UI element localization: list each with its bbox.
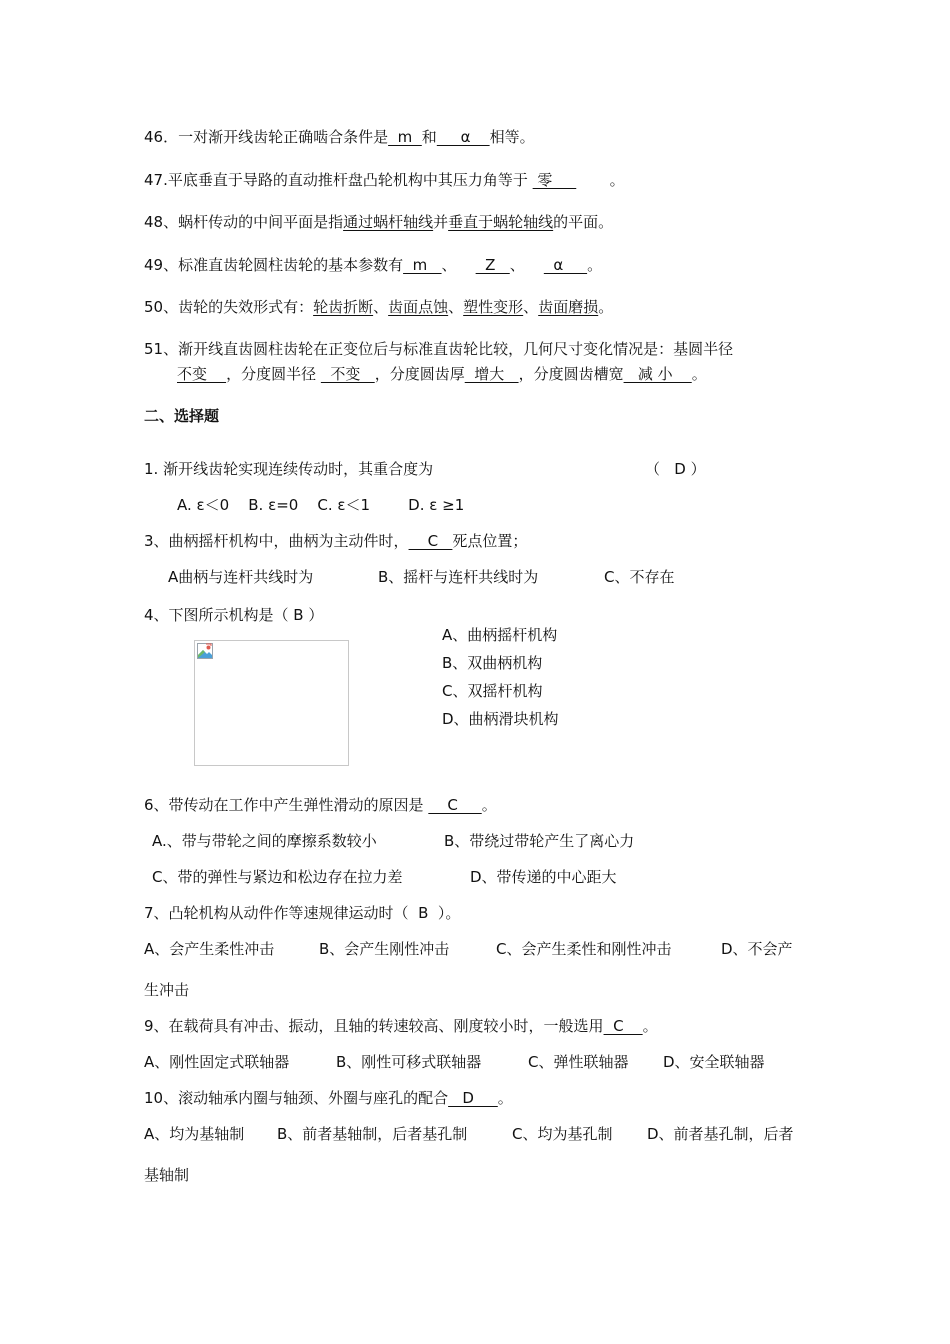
choice-option-c: C、均为基孔制	[512, 1125, 613, 1143]
choice-option-a: A、均为基轴制	[144, 1125, 245, 1143]
choice-option-a: A曲柄与连杆共线时为	[168, 568, 314, 586]
choice-option-d: D、曲柄滑块机构	[442, 710, 559, 728]
answer-blank: C	[428, 796, 482, 814]
question-47: 47.平底垂直于导路的直动推杆盘凸轮机构中其压力角等于 零 。	[144, 171, 625, 189]
section-title: 二、选择题	[144, 407, 220, 425]
answer-blank: α	[543, 256, 588, 274]
choice-question-3: 3、曲柄摇杆机构中，曲柄为主动件时， C 死点位置；	[144, 532, 528, 550]
question-49: 49、标准直齿轮圆柱齿轮的基本参数有 m 、 Z 、 α 。	[144, 256, 603, 274]
choice-option-d: D、前者基孔制，后者	[647, 1125, 794, 1143]
answer-blank: 不变	[320, 365, 375, 383]
answer-blank: 不变	[177, 365, 227, 383]
answer-blank: C	[603, 1017, 643, 1035]
answer-blank: 齿面磨损	[538, 298, 599, 316]
choice-option-d: D、不会产	[721, 940, 793, 958]
choice-question-10: 10、滚动轴承内圈与轴颈、外圈与座孔的配合 D 。	[144, 1089, 513, 1107]
choice-option-b: B、摇杆与连杆共线时为	[378, 568, 539, 586]
choice-option-b: B、带绕过带轮产生了离心力	[444, 832, 635, 850]
choice-option-c: C、双摇杆机构	[442, 682, 543, 700]
choice-option-d: D、带传递的中心距大	[470, 868, 617, 886]
answer-blank: 零	[532, 171, 577, 189]
answer-blank: 通过蜗杆轴线	[343, 213, 434, 231]
question-50: 50、齿轮的失效形式有：轮齿折断、齿面点蚀、塑性变形、齿面磨损。	[144, 298, 614, 316]
answer-blank: 减 小	[623, 365, 692, 383]
choice-option-a: A、曲柄摇杆机构	[442, 626, 558, 644]
answer-blank: D	[448, 1089, 498, 1107]
choice-option-c: C、弹性联轴器	[528, 1053, 629, 1071]
answer-mark: （ D ）	[645, 460, 706, 478]
choice-question-9: 9、在载荷具有冲击、振动，且轴的转速较高、刚度较小时，一般选用 C 。	[144, 1017, 658, 1035]
choice-option-b: B、刚性可移式联轴器	[336, 1053, 482, 1071]
choice-options: A. ε＜0 B. ε=0 C. ε＜1 D. ε ≥1	[177, 496, 465, 514]
answer-blank: 塑性变形	[463, 298, 524, 316]
choice-option-d-continued: 生冲击	[144, 981, 190, 999]
choice-option-c: C、会产生柔性和刚性冲击	[496, 940, 672, 958]
choice-question-7: 7、凸轮机构从动件作等速规律运动时（ B ）。	[144, 904, 461, 922]
choice-option-d: D、安全联轴器	[663, 1053, 765, 1071]
question-51: 51、渐开线直齿圆柱齿轮在正变位后与标准直齿轮比较，几何尺寸变化情况是：基圆半径	[144, 340, 734, 358]
broken-image-icon	[197, 643, 213, 659]
mechanism-figure	[194, 640, 349, 766]
answer-blank: C	[408, 532, 453, 550]
choice-option-c: C、不存在	[604, 568, 675, 586]
choice-option-b: B、会产生刚性冲击	[319, 940, 450, 958]
question-51-continued: 不变 ，分度圆半径 不变 ，分度圆齿厚 增大 ，分度圆齿槽宽 减 小 。	[177, 365, 707, 383]
answer-blank: 齿面点蚀	[388, 298, 449, 316]
choice-option-a: A.、带与带轮之间的摩擦系数较小	[152, 832, 377, 850]
choice-question-1: 1. 渐开线齿轮实现连续传动时，其重合度为	[144, 460, 434, 478]
answer-blank: 垂直于蜗轮轴线	[448, 213, 554, 231]
choice-option-b: B、双曲柄机构	[442, 654, 543, 672]
choice-option-d-continued: 基轴制	[144, 1166, 190, 1184]
answer-blank: Z	[475, 256, 510, 274]
choice-question-6: 6、带传动在工作中产生弹性滑动的原因是 C 。	[144, 796, 497, 814]
answer-blank: 增大	[464, 365, 519, 383]
answer-blank: 轮齿折断	[313, 298, 374, 316]
answer-blank: α	[436, 128, 490, 146]
choice-option-c: C、带的弹性与紧边和松边存在拉力差	[152, 868, 403, 886]
choice-option-b: B、前者基轴制，后者基孔制	[277, 1125, 468, 1143]
question-48: 48、蜗杆传动的中间平面是指通过蜗杆轴线并垂直于蜗轮轴线的平面。	[144, 213, 614, 231]
choice-option-a: A、会产生柔性冲击	[144, 940, 275, 958]
answer-blank: m	[388, 128, 422, 146]
choice-option-a: A、刚性固定式联轴器	[144, 1053, 290, 1071]
question-46: 46．一对渐开线齿轮正确啮合条件是 m 和 α 相等。	[144, 128, 535, 146]
choice-question-4: 4、下图所示机构是（ B ）	[144, 606, 324, 624]
answer-blank: m	[403, 256, 442, 274]
